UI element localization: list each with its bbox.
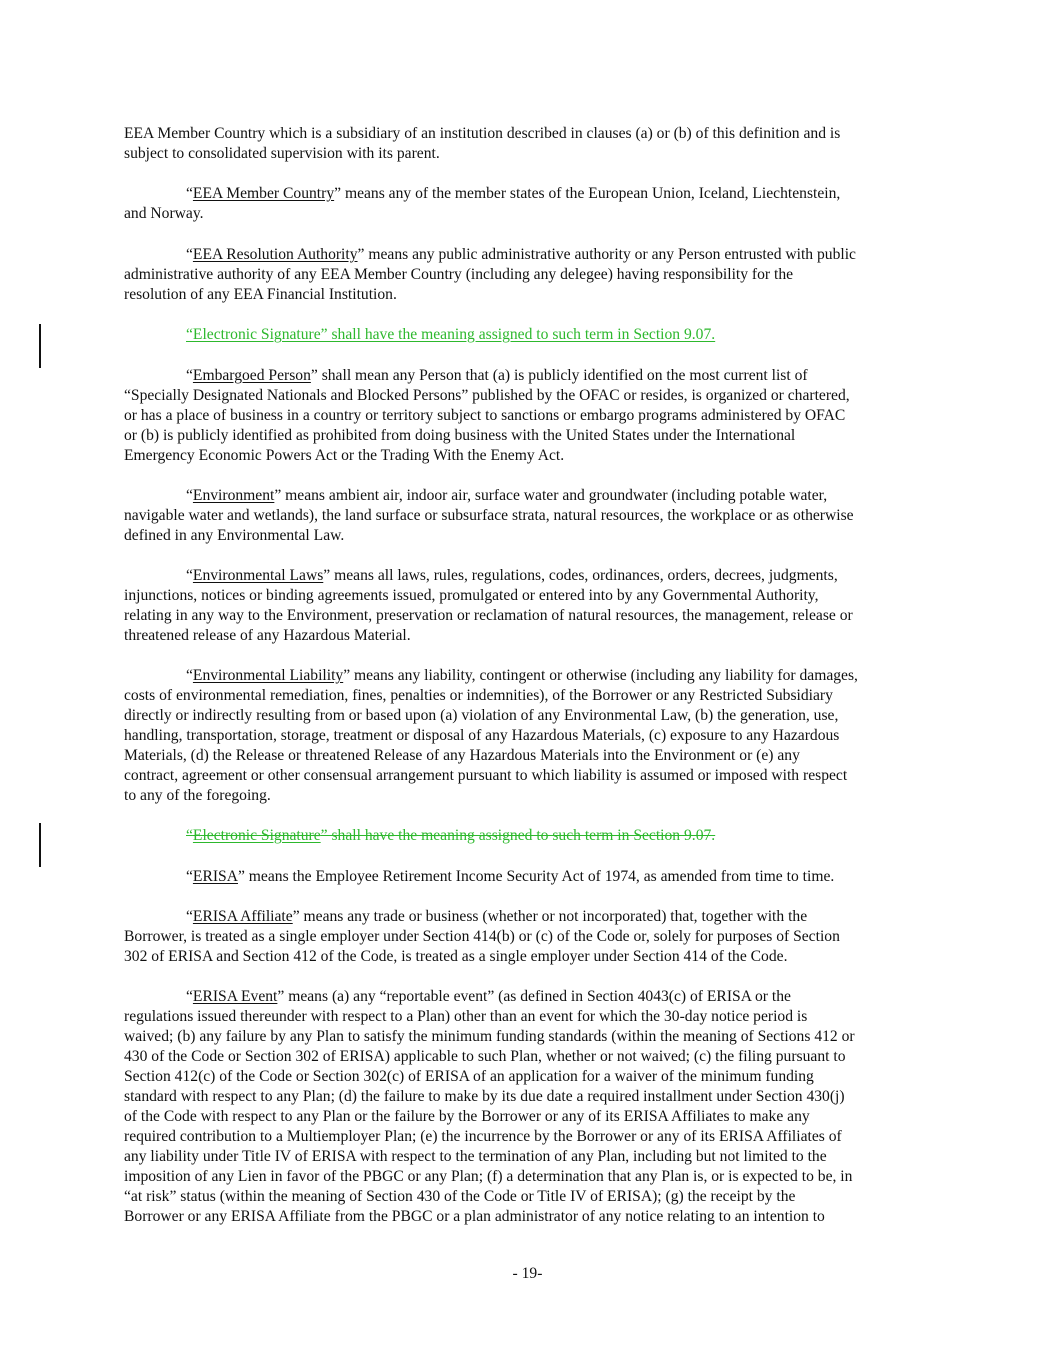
open-quote: “ xyxy=(186,367,193,384)
open-quote: “ xyxy=(186,667,193,684)
text-line xyxy=(124,566,944,586)
text-line: Section 412(c) of the Code or Section 302(c) of ERISA of an application for a waiver of the minimum funding xyxy=(124,1068,814,1085)
defined-term: Environment xyxy=(192,487,275,504)
text-line: 430 of the Code or Section 302 of ERISA) applicable to such Plan, whether or not waived; (c) the filing pursuant to xyxy=(124,1048,846,1065)
defined-term: Embargoed Person xyxy=(192,367,311,384)
text-line: handling, transportation, storage, treatment or disposal of any Hazardous Materials, (c) exposure to any Hazardous xyxy=(124,727,840,744)
text-line xyxy=(124,245,944,265)
definition-erisa-event xyxy=(124,987,944,1227)
text-line: imposition of any Lien in favor of the PBGC or any Plan; (f) a determination that any Plan is, or is expected to be, in xyxy=(124,1168,853,1185)
text-line: directly or indirectly resulting from or based upon (a) violation of any Environmental Law, (b) the generation, use, xyxy=(124,707,839,724)
inserted-definition-electronic-signature xyxy=(124,325,944,345)
paragraph-continuation xyxy=(124,124,944,164)
text-line xyxy=(124,867,944,887)
line-text: ” means ambient air, indoor air, surface water and groundwater (including potable water, xyxy=(274,487,828,504)
text-line xyxy=(124,486,944,506)
text-line: required contribution to a Multiemployer Plan; (e) the incurrence by the Borrower or any of its ERISA Affiliates of xyxy=(124,1128,842,1145)
inserted-text: “Electronic Signature” shall have the meaning assigned to such term in Section 9.07. xyxy=(186,326,716,343)
text-line: 302 of ERISA and Section 412 of the Code, is treated as a single employer under Section 414 of the Code. xyxy=(124,948,788,965)
line-text: ” means any liability, contingent or otherwise (including any liability for damages, xyxy=(343,667,858,684)
definition-eea-resolution-authority xyxy=(124,245,944,305)
definition-environment xyxy=(124,486,944,546)
open-quote: “ xyxy=(186,868,193,885)
text-line: Emergency Economic Powers Act or the Trading With the Enemy Act. xyxy=(124,447,565,464)
text-line: of the Code with respect to any Plan or the failure by the Borrower or any of its ERISA Affiliates to make any xyxy=(124,1108,810,1125)
definition-environmental-liability xyxy=(124,666,944,806)
open-quote: “ xyxy=(186,246,193,263)
definition-erisa xyxy=(124,867,944,887)
text-line: threatened release of any Hazardous Material. xyxy=(124,627,411,644)
line-text: ” means any public administrative authority or any Person entrusted with public xyxy=(357,246,856,263)
defined-term: ERISA Event xyxy=(192,988,278,1005)
text-line: any liability under Title IV of ERISA with respect to the termination of any Plan, including but not limited to the xyxy=(124,1148,827,1165)
text-line xyxy=(124,907,944,927)
open-quote: “ xyxy=(186,827,193,844)
defined-term: Environmental Liability xyxy=(192,667,344,684)
defined-term: ERISA Affiliate xyxy=(192,908,293,925)
line-text: ” shall mean any Person that (a) is publicly identified on the most current list of xyxy=(310,367,808,384)
open-quote: “ xyxy=(186,988,193,1005)
deleted-text xyxy=(124,826,944,846)
text-line: relating in any way to the Environment, preservation or reclamation of natural resources, the management, release or xyxy=(124,607,853,624)
text-line: Borrower, is treated as a single employer under Section 414(b) or (c) of the Code or, solely for purposes of Section xyxy=(124,928,840,945)
defined-term: EEA Resolution Authority xyxy=(192,246,358,263)
open-quote: “ xyxy=(186,487,193,504)
text-line: “Specially Designated Nationals and Blocked Persons” published by the OFAC or resides, is organized or chartered, xyxy=(124,387,850,404)
open-quote: “ xyxy=(186,908,193,925)
text-line: or (b) is publicly identified as prohibited from doing business with the United States under the International xyxy=(124,427,796,444)
text-line: and Norway. xyxy=(124,205,204,222)
open-quote: “ xyxy=(186,567,193,584)
text-line: defined in any Environmental Law. xyxy=(124,527,345,544)
open-quote: “ xyxy=(186,185,193,202)
line-text: ” means all laws, rules, regulations, codes, ordinances, orders, decrees, judgments, xyxy=(323,567,838,584)
defined-term: Electronic Signature xyxy=(192,827,321,844)
text-line: injunctions, notices or binding agreements issued, promulgated or entered into by any Governmental Authority, xyxy=(124,587,819,604)
text-line xyxy=(124,184,944,204)
line-text: ” shall have the meaning assigned to such term in Section 9.07. xyxy=(320,827,716,844)
line-text: ” means any of the member states of the European Union, Iceland, Liechtenstein, xyxy=(334,185,841,202)
text-line xyxy=(124,666,944,686)
change-bar xyxy=(39,823,41,867)
text-line: administrative authority of any EEA Member Country (including any delegee) having responsibility for the xyxy=(124,266,794,283)
change-bar xyxy=(39,324,41,368)
definition-embargoed-person xyxy=(124,366,944,466)
definition-eea-member-country xyxy=(124,184,944,224)
text-line: subject to consolidated supervision with its parent. xyxy=(124,145,440,162)
text-line: costs of environmental remediation, fines, penalties or indemnities), of the Borrower or any Restricted Subsidiary xyxy=(124,687,833,704)
text-line: regulations issued thereunder with respect to a Plan) other than an event for which the 30-day notice period is xyxy=(124,1008,808,1025)
text-line: standard with respect to any Plan; (d) the failure to make by its due date a required installment under Section 430(j) xyxy=(124,1088,845,1105)
text-line: to any of the foregoing. xyxy=(124,787,271,804)
defined-term: EEA Member Country xyxy=(192,185,335,202)
definition-erisa-affiliate xyxy=(124,907,944,967)
deleted-definition-electronic-signature xyxy=(124,826,944,846)
text-line xyxy=(124,366,944,386)
line-text: ” means (a) any “reportable event” (as defined in Section 4043(c) of ERISA or the xyxy=(277,988,791,1005)
text-line: navigable water and wetlands), the land surface or subsurface strata, natural resources, the workplace or as otherwise xyxy=(124,507,854,524)
text-line: or has a place of business in a country or territory subject to sanctions or embargo programs administered by OFAC xyxy=(124,407,846,424)
text-line: Materials, (d) the Release or threatened Release of any Hazardous Materials into the Environment or (e) any xyxy=(124,747,800,764)
line-text: ” means any trade or business (whether or not incorporated) that, together with the xyxy=(292,908,808,925)
defined-term: ERISA xyxy=(192,868,238,885)
text-line xyxy=(124,987,944,1007)
defined-term: Environmental Laws xyxy=(192,567,324,584)
text-line: resolution of any EEA Financial Institution. xyxy=(124,286,397,303)
text-line: “at risk” status (within the meaning of Section 430 of the Code or Title IV of ERISA); (g) the receipt by the xyxy=(124,1188,796,1205)
text-line: Borrower or any ERISA Affiliate from the PBGC or a plan administrator of any notice relating to an intention to xyxy=(124,1208,825,1225)
line-text: ” means the Employee Retirement Income Security Act of 1974, as amended from time to time. xyxy=(237,868,835,885)
definition-environmental-laws xyxy=(124,566,944,646)
page-number: - 19- xyxy=(512,1265,543,1282)
text-line: EEA Member Country which is a subsidiary of an institution described in clauses (a) or (b) of this definition and is xyxy=(124,125,841,142)
text-line: waived; (b) any failure by any Plan to satisfy the minimum funding standards (within the meaning of Sections 412 or xyxy=(124,1028,855,1045)
text-line: contract, agreement or other consensual arrangement pursuant to which liability is assumed or imposed with respect xyxy=(124,767,848,784)
